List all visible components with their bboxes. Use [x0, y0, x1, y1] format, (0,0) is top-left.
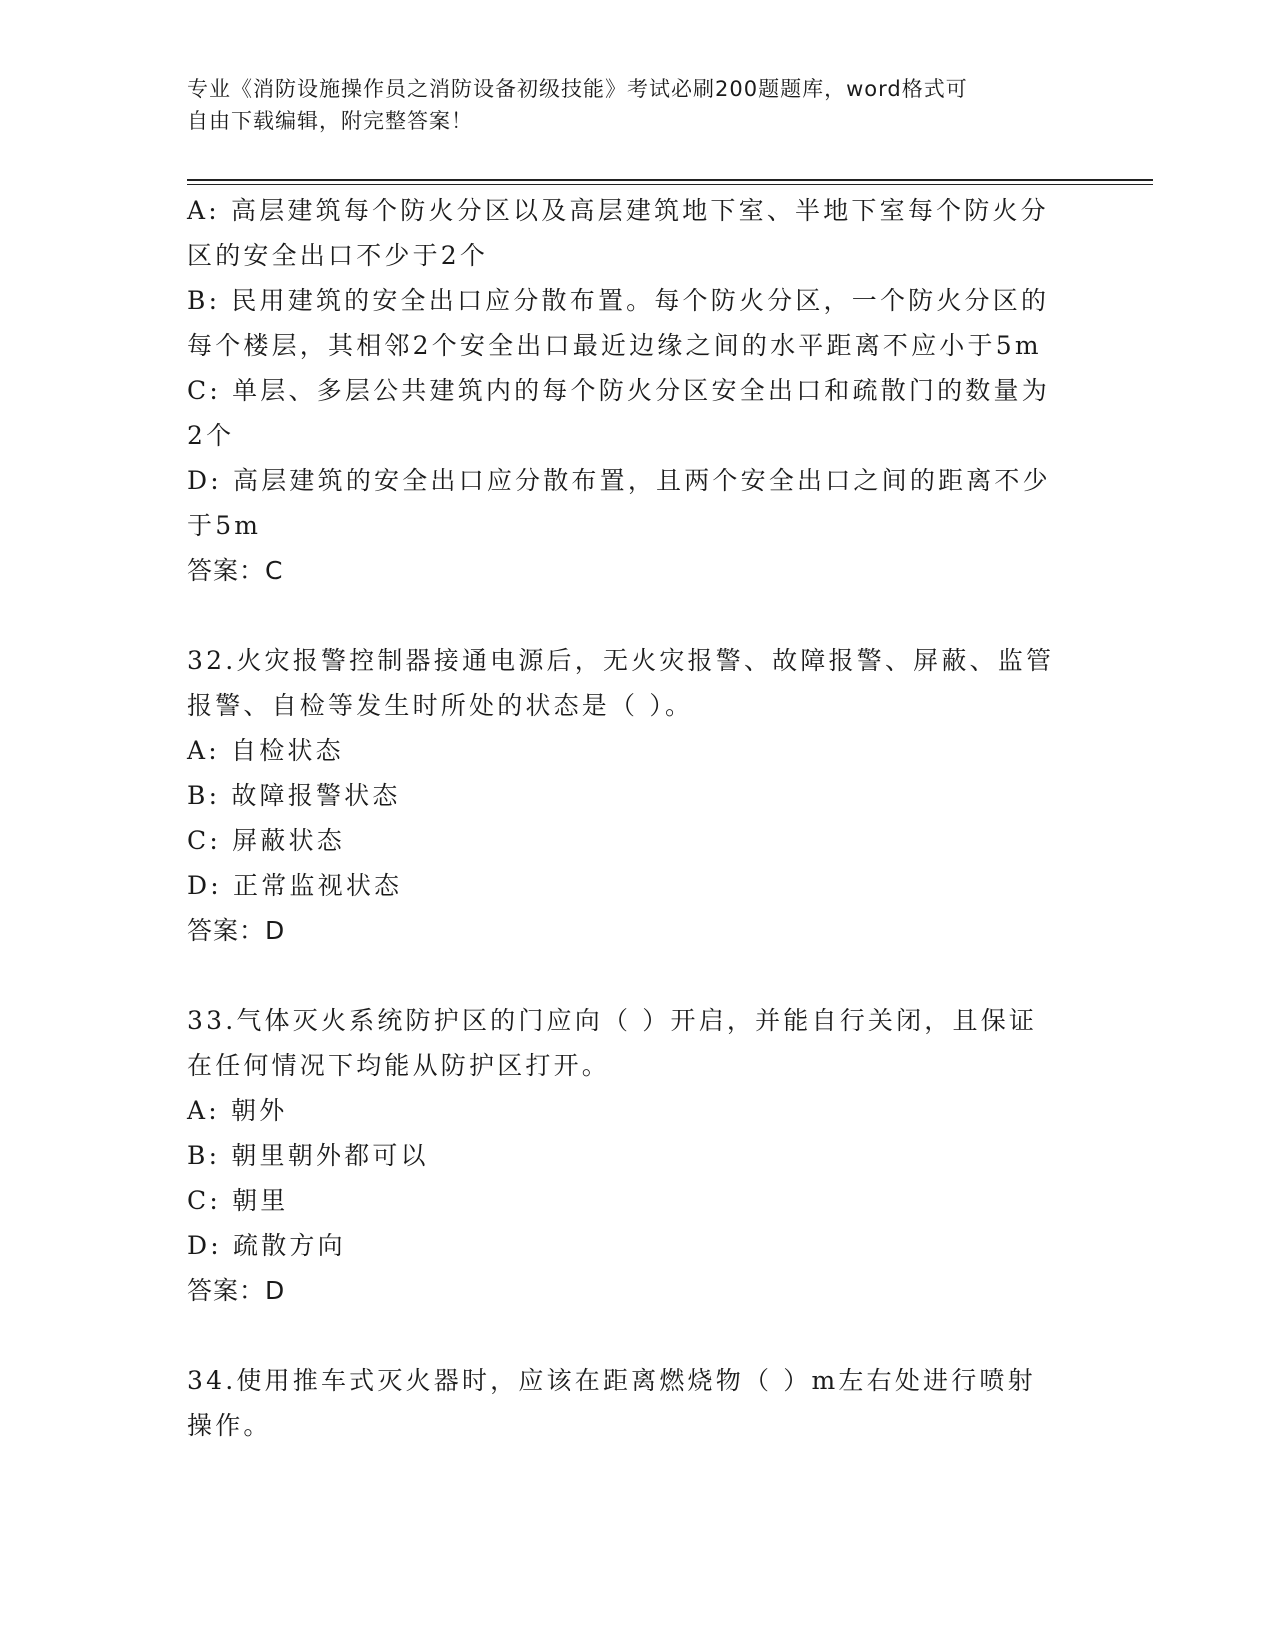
option-d-line-1: D: 高层建筑的安全出口应分散布置，且两个安全出口之间的距离不少	[187, 466, 1051, 495]
option-c-line-1: C: 单层、多层公共建筑内的每个防火分区安全出口和疏散门的数量为	[187, 376, 1050, 405]
option-c: C: 朝里	[187, 1186, 289, 1215]
question-31-options	[187, 188, 1077, 593]
option-a: A: 自检状态	[187, 736, 344, 765]
question-stem-line-2: 在任何情况下均能从防护区打开。	[187, 1051, 611, 1080]
answer-label: 答案：D	[187, 916, 286, 945]
option-c-line-2: 2个	[187, 421, 235, 450]
document-header	[187, 73, 1057, 137]
spacer	[187, 593, 1077, 638]
question-33	[187, 998, 1077, 1313]
option-b: B: 故障报警状态	[187, 781, 401, 810]
question-stem-line-1: 32.火灾报警控制器接通电源后，无火灾报警、故障报警、屏蔽、监管	[187, 646, 1055, 675]
spacer	[187, 1313, 1077, 1358]
header-divider-thin	[187, 184, 1153, 185]
option-c: C: 屏蔽状态	[187, 826, 345, 855]
question-32	[187, 638, 1077, 953]
header-title-line-2: 自由下载编辑，附完整答案！	[187, 109, 473, 133]
option-b: B: 朝里朝外都可以	[187, 1141, 429, 1170]
option-b-line-2: 每个楼层，其相邻2个安全出口最近边缘之间的水平距离不应小于5m	[187, 331, 1042, 360]
question-34	[187, 1358, 1077, 1448]
answer-label: 答案：C	[187, 556, 284, 585]
header-divider-thick	[187, 179, 1153, 181]
option-a-line-2: 区的安全出口不少于2个	[187, 241, 489, 270]
question-stem-line-1: 34.使用推车式灭火器时，应该在距离燃烧物（ ）m左右处进行喷射	[187, 1366, 1036, 1395]
option-a-line-1: A: 高层建筑每个防火分区以及高层建筑地下室、半地下室每个防火分	[187, 196, 1049, 225]
option-d: D: 正常监视状态	[187, 871, 403, 900]
answer-label: 答案：D	[187, 1276, 286, 1305]
spacer	[187, 953, 1077, 998]
header-title-line-1: 专业《消防设施操作员之消防设备初级技能》考试必刷200题题库，word格式可	[187, 77, 968, 101]
option-a: A: 朝外	[187, 1096, 288, 1125]
option-b-line-1: B: 民用建筑的安全出口应分散布置。每个防火分区，一个防火分区的	[187, 286, 1050, 315]
question-stem-line-2: 操作。	[187, 1411, 272, 1440]
question-stem-line-2: 报警、自检等发生时所处的状态是（ ）。	[187, 691, 694, 720]
question-list	[187, 188, 1077, 1448]
question-stem-line-1: 33.气体灭火系统防护区的门应向（ ）开启，并能自行关闭，且保证	[187, 1006, 1038, 1035]
option-d: D: 疏散方向	[187, 1231, 346, 1260]
option-d-line-2: 于5m	[187, 511, 262, 540]
